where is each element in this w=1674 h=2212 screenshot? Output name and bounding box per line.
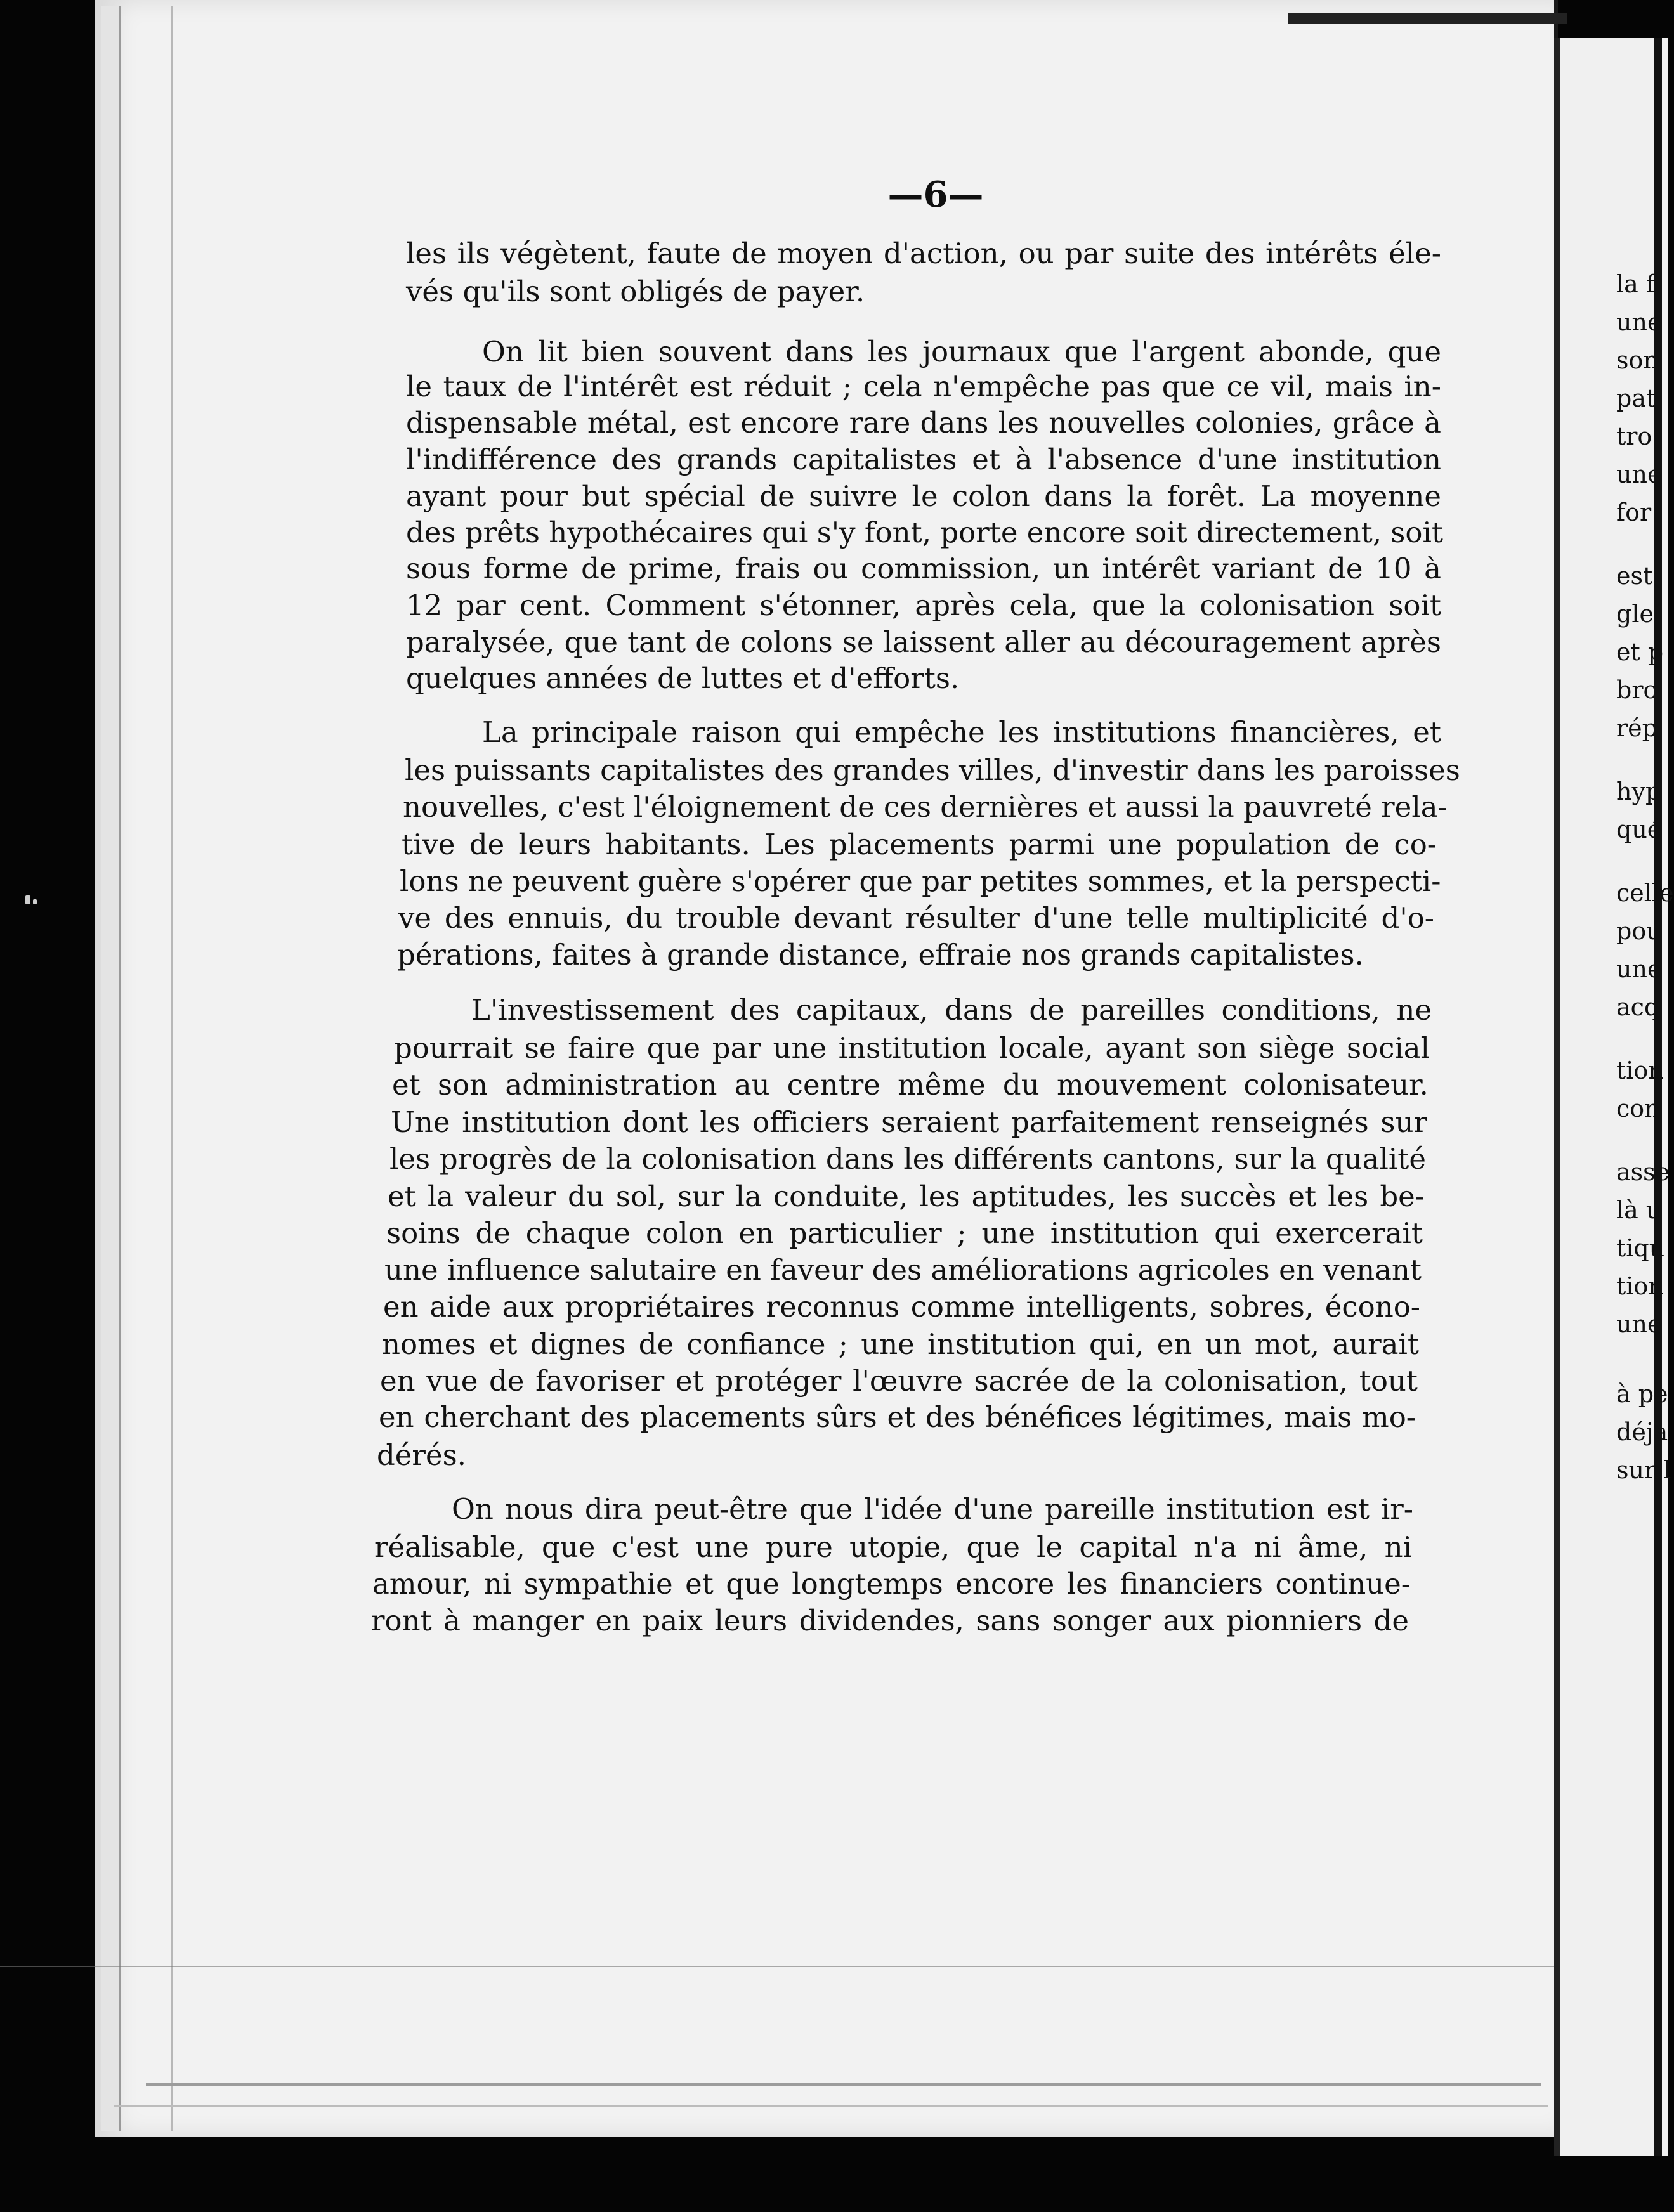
text-line: dispensable métal, est encore rare dans les nouvelles colonies, grâce à bbox=[406, 406, 1441, 439]
right-page-fragment: hyp bbox=[1616, 777, 1661, 805]
text-line: On nous dira peut-être que l'idée d'une pareille institution est ir- bbox=[452, 1492, 1413, 1526]
text-line: les ils végètent, faute de moyen d'action, ou par suite des intérêts éle- bbox=[406, 237, 1441, 270]
text-line: soins de chaque colon en particulier ; une institution qui exercerait bbox=[386, 1216, 1423, 1250]
text-line: pérations, faites à grande distance, effraie nos grands capitalistes. bbox=[397, 938, 1364, 972]
right-page-fragment: celle bbox=[1616, 879, 1674, 907]
right-page-fragment: une bbox=[1616, 955, 1662, 983]
scan-speck bbox=[33, 899, 37, 904]
right-page-fragment: asse bbox=[1616, 1158, 1670, 1186]
text-line: vés qu'ils sont obligés de payer. bbox=[406, 275, 865, 308]
text-line: ayant pour but spécial de suivre le colon dans la forêt. La moyenne bbox=[406, 479, 1441, 513]
text-line: en aide aux propriétaires reconnus comme intelligents, sobres, écono- bbox=[383, 1290, 1420, 1324]
right-page-fragment: une bbox=[1616, 308, 1662, 336]
text-line: nomes et dignes de confiance ; une institution qui, en un mot, aurait bbox=[382, 1327, 1419, 1361]
scan-speck bbox=[25, 895, 30, 904]
right-page-fragment: déjà bbox=[1616, 1418, 1668, 1446]
text-line: On lit bien souvent dans les journaux que l'argent abonde, que bbox=[482, 335, 1441, 368]
text-line: et la valeur du sol, sur la conduite, les aptitudes, les succès et les be- bbox=[388, 1180, 1425, 1213]
right-page-fragment: for bbox=[1616, 498, 1652, 526]
bottom-page-rule bbox=[146, 2083, 1541, 2086]
text-line: le taux de l'intérêt est réduit ; cela n'empêche pas que ce vil, mais in- bbox=[406, 370, 1441, 403]
right-page-fragment: tion bbox=[1616, 1272, 1664, 1300]
text-line: lons ne peuvent guère s'opérer que par petites sommes, et la perspecti- bbox=[400, 864, 1441, 898]
right-page-fragment: sur l bbox=[1616, 1456, 1671, 1484]
right-page-fragment: rép bbox=[1616, 714, 1658, 742]
text-line: réalisable, que c'est une pure utopie, que le capital n'a ni âme, ni bbox=[374, 1530, 1412, 1564]
text-line: La principale raison qui empêche les institutions financières, et bbox=[482, 715, 1441, 749]
text-line: quelques années de luttes et d'efforts. bbox=[406, 661, 960, 695]
text-line: en vue de favoriser et protéger l'œuvre sacrée de la colonisation, tout bbox=[380, 1364, 1418, 1398]
text-line: paralysée, que tant de colons se laissent aller au découragement après bbox=[406, 625, 1441, 659]
page-edge-line bbox=[133, 6, 173, 2131]
right-page-fragment: à pe bbox=[1616, 1380, 1668, 1408]
text-line: pourrait se faire que par une institution locale, ayant son siège social bbox=[394, 1031, 1430, 1065]
right-page-fragment: tro bbox=[1616, 422, 1652, 450]
text-line: l'indifférence des grands capitalistes et à l'absence d'une institution bbox=[406, 443, 1441, 476]
text-line: ront à manger en paix leurs dividendes, sans songer aux pionniers de bbox=[371, 1604, 1409, 1637]
right-page-fragment: son bbox=[1616, 346, 1659, 374]
text-line: Une institution dont les officiers seraient parfaitement renseignés sur bbox=[391, 1105, 1427, 1139]
text-line: des prêts hypothécaires qui s'y font, porte encore soit directement, soit bbox=[406, 516, 1443, 549]
right-page-fragment: tion bbox=[1616, 1057, 1664, 1084]
right-page-fragment: une bbox=[1616, 460, 1662, 488]
text-line: amour, ni sympathie et que longtemps encore les financiers continue- bbox=[372, 1567, 1411, 1601]
top-binding-edge bbox=[1288, 13, 1567, 24]
right-page-fragment: glei bbox=[1616, 600, 1662, 628]
right-page-fragment: pat bbox=[1616, 384, 1656, 412]
right-page-fragment: acq bbox=[1616, 993, 1660, 1021]
right-page-fragment: la f bbox=[1616, 270, 1655, 298]
scan-artifact-line bbox=[0, 1966, 1662, 1967]
right-page-fragment: tiqu bbox=[1616, 1234, 1665, 1262]
right-page-fragment: bro bbox=[1616, 676, 1658, 704]
text-line: les progrès de la colonisation dans les différents cantons, sur la qualité bbox=[389, 1142, 1426, 1176]
bottom-page-rule bbox=[114, 2105, 1548, 2107]
page-edge-shadow bbox=[101, 6, 121, 2131]
text-line: sous forme de prime, frais ou commission, un intérêt variant de 10 à bbox=[406, 552, 1441, 585]
text-line: les puissants capitalistes des grandes villes, d'investir dans les paroisses bbox=[405, 753, 1460, 787]
text-line: 12 par cent. Comment s'étonner, après cela, que la colonisation soit bbox=[406, 589, 1441, 622]
right-page-fragment: une bbox=[1616, 1310, 1662, 1338]
text-line: une influence salutaire en faveur des améliorations agricoles en venant bbox=[384, 1253, 1422, 1287]
text-line: L'investissement des capitaux, dans de pareilles conditions, ne bbox=[471, 993, 1432, 1027]
text-line: en cherchant des placements sûrs et des bénéfices légitimes, mais mo- bbox=[379, 1400, 1416, 1434]
text-line: nouvelles, c'est l'éloignement de ces dernières et aussi la pauvreté rela- bbox=[403, 790, 1448, 824]
text-line: et son administration au centre même du mouvement colonisateur. bbox=[392, 1068, 1429, 1102]
text-line: ve des ennuis, du trouble devant résulter d'une telle multiplicité d'o- bbox=[398, 901, 1434, 935]
right-page-fragment: qué bbox=[1616, 816, 1662, 843]
right-page-fragment: est bbox=[1616, 562, 1653, 590]
right-page-fragment: et p bbox=[1616, 638, 1664, 666]
right-page-fragment: là u bbox=[1616, 1196, 1662, 1224]
text-line: dérés. bbox=[377, 1438, 466, 1472]
text-line: tive de leurs habitants. Les placements parmi une population de co- bbox=[402, 828, 1437, 861]
right-page-fragment: con bbox=[1616, 1095, 1660, 1122]
page-number: —6— bbox=[887, 174, 984, 216]
right-page-fragment: pou bbox=[1616, 917, 1662, 945]
